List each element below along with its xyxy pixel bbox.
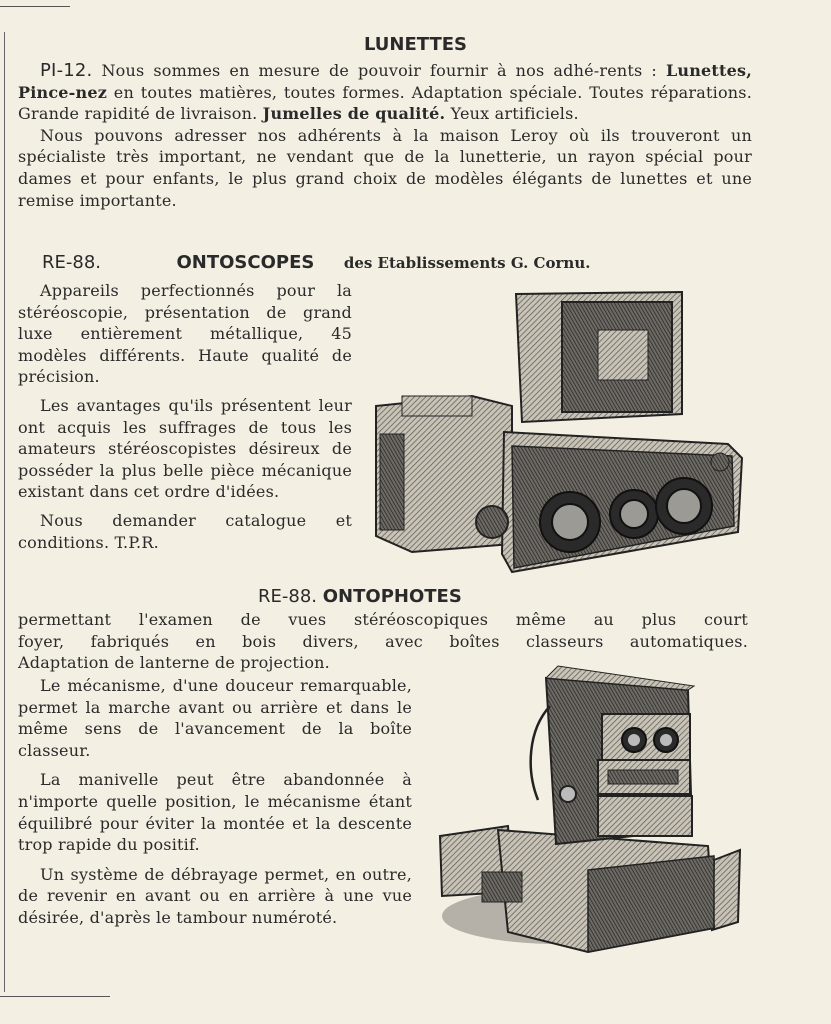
ontophote-viewer-illustration (438, 660, 744, 960)
ontoscopes-paragraph-2: Les avantages qu'ils présentent leur ont acquis les suffrages de tous les amateurs stéréoscopistes désireux de posséder la plus belle pièce mécanique existant dans cet ordre d'idées. (18, 395, 352, 502)
bottom-rule (0, 996, 110, 997)
lunettes-p1-bold1: Lunettes, Pince-nez (18, 61, 752, 102)
ontophotes-intro-line-1: permettant l'examen de vues stéréoscopiques même au plus court (18, 610, 748, 629)
ontophotes-paragraph-3: Un système de débrayage permet, en outre, de revenir en avant ou en arrière à une vue désirée, d'après le tambour numéroté. (18, 864, 412, 927)
ontoscopes-subtitle: des Etablissements G. Cornu. (343, 254, 591, 272)
ontoscopes-heading (42, 252, 722, 273)
ontoscopes-ref: RE-88. (42, 252, 102, 273)
lunettes-p1-c: Yeux artificiels. (450, 104, 579, 124)
ontophotes-intro-line-2: foyer, fabriqués en bois divers, avec boîtes classeurs automatiques. (18, 631, 748, 651)
lunettes-p1-b: en toutes matières, toutes formes. Adaptation spéciale. Toutes réparations. Grande rapidité de livraison. (18, 82, 752, 124)
lunettes-p1-a: Nous sommes en mesure de pouvoir fournir à nos adhé-rents : (101, 61, 657, 80)
ontoscopes-title: ONTOSCOPES (176, 252, 315, 273)
lunettes-section (18, 60, 752, 211)
lunettes-ref: PI-12. (40, 60, 93, 81)
ontophotes-text (18, 675, 412, 929)
ontoscopes-paragraph-1: Appareils perfectionnés pour la stéréoscopie, présentation de grand luxe entièrement métallique, 45 modèles différents. Haute qualité de précision. (18, 281, 352, 387)
ontoscopes-paragraph-3: Nous demander catalogue et conditions. T.P.R. (18, 510, 352, 552)
top-rule (0, 6, 70, 7)
ontophotes-paragraph-2: La manivelle peut être abandonnée à n'importe quelle position, le mécanisme étant équilibré pour éviter la montée et la descente trop rapide du positif. (18, 770, 412, 855)
ontoscopes-text (18, 280, 352, 553)
ontophotes-intro-line-3: Adaptation de lanterne de projection. (18, 653, 330, 673)
ontophotes-title: ONTOPHOTES (322, 586, 462, 607)
ontophotes-paragraph-1: Le mécanisme, d'une douceur remarquable, permet la marche avant ou arrière et dans le même sens de l'avancement de la boîte classeur. (18, 676, 412, 760)
ontoscope-camera-illustration (372, 286, 748, 578)
lunettes-title: LUNETTES (363, 34, 468, 55)
ontophotes-heading (258, 586, 462, 607)
lunettes-p1-bold2: Jumelles de qualité. (262, 104, 446, 124)
ontophotes-ref: RE-88. (258, 586, 318, 607)
lunettes-paragraph-1 (18, 60, 752, 125)
lunettes-paragraph-2: Nous pouvons adresser nos adhérents à la maison Leroy où ils trouveront un spécialiste très important, ne vendant que de la lunetterie, un rayon spécial pour dames et pour enfants, le plus grand choix de modèles élégants de lunettes et une remise importante. (18, 125, 752, 210)
left-margin-rule (4, 32, 5, 992)
